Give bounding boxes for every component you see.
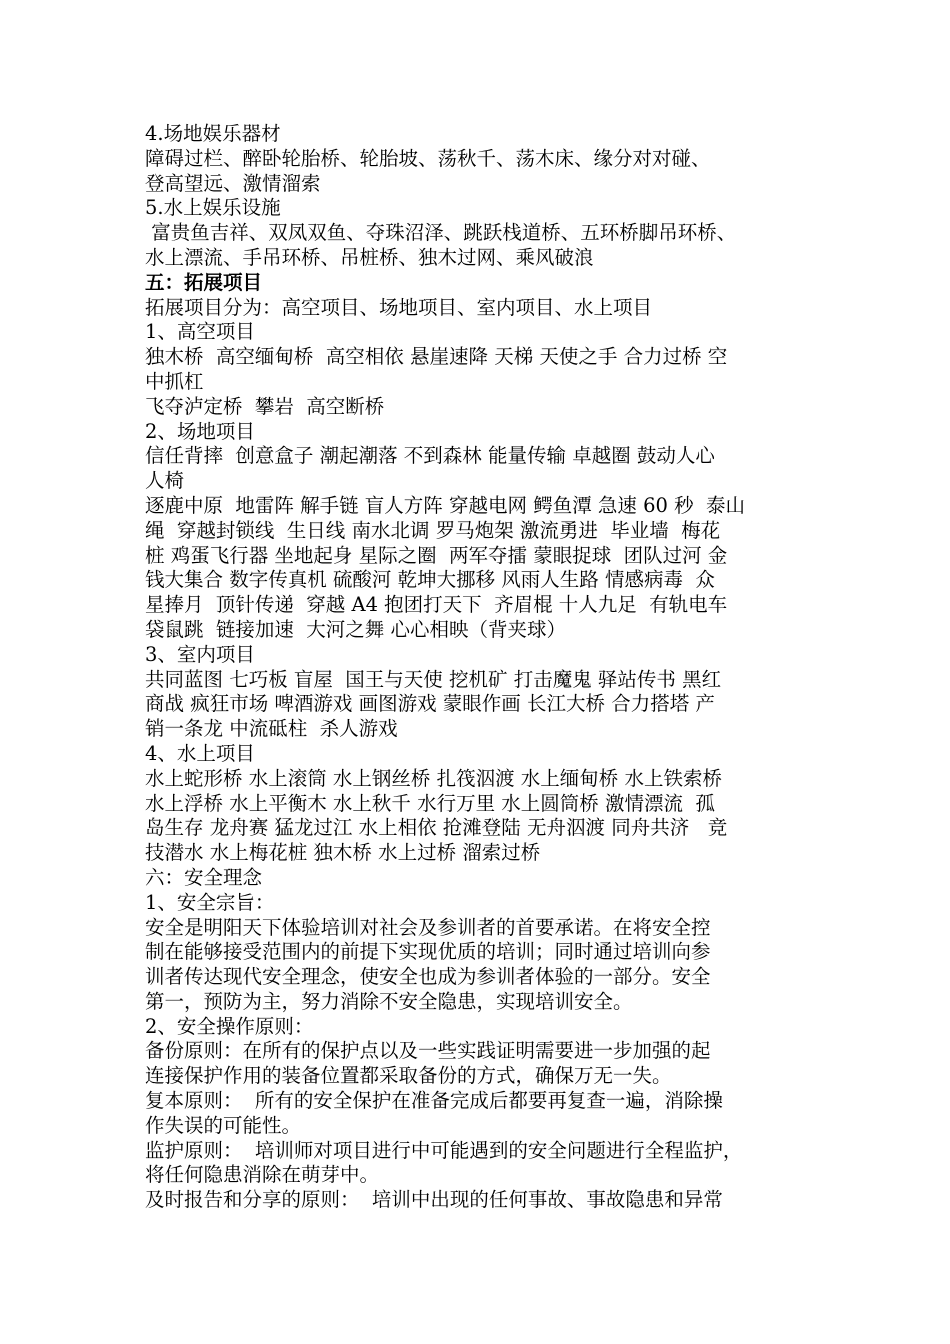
- text-line: 5.水上娱乐设施: [145, 196, 281, 220]
- text-line: 商战 疯狂市场 啤酒游戏 画图游戏 蒙眼作画 长江大桥 合力搭塔 产: [145, 692, 715, 716]
- document-page: [145, 122, 815, 1213]
- text-line: 制在能够接受范围内的前提下实现优质的培训；同时通过培训向参: [145, 940, 711, 964]
- text-line: 富贵鱼吉祥、双凤双鱼、夺珠沼泽、跳跃栈道桥、五环桥脚吊环桥、: [145, 221, 737, 245]
- text-line: 复本原则： 所有的安全保护在准备完成后都要再复查一遍，消除操: [145, 1089, 723, 1113]
- text-line: 将任何隐患消除在萌芽中。: [145, 1163, 380, 1187]
- text-line: 登高望远、激情溜索: [145, 171, 321, 195]
- section-heading: 五：拓展项目: [145, 270, 263, 294]
- text-line: 独木桥 高空缅甸桥 高空相依 悬崖速降 天梯 天使之手 合力过桥 空: [145, 345, 728, 369]
- text-line: 水上漂流、手吊环桥、吊桩桥、独木过网、乘风破浪: [145, 245, 594, 269]
- text-line: 作失误的可能性。: [145, 1113, 302, 1137]
- text-line: 连接保护作用的装备位置都采取备份的方式，确保万无一失。: [145, 1064, 672, 1088]
- text-line: 训者传达现代安全理念，使安全也成为参训者体验的一部分。安全: [145, 965, 711, 989]
- text-line: 共同蓝图 七巧板 盲屋 国王与天使 挖机矿 打击魔鬼 驿站传书 黑红: [145, 667, 722, 691]
- text-line: 第一，预防为主，努力消除不安全隐患，实现培训安全。: [145, 989, 633, 1013]
- text-line: 4.场地娱乐器材: [145, 122, 281, 145]
- text-line: 安全是明阳天下体验培训对社会及参训者的首要承诺。在将安全控: [145, 915, 711, 939]
- text-line: 中抓杠: [145, 369, 204, 393]
- text-line: 2、场地项目: [145, 419, 255, 443]
- text-line: 六：安全理念: [145, 865, 263, 889]
- text-line: 4、水上项目: [145, 741, 255, 765]
- text-line: 2、安全操作原则：: [145, 1014, 314, 1038]
- text-line: 拓展项目分为：高空项目、场地项目、室内项目、水上项目: [145, 295, 653, 319]
- text-line: 3、室内项目: [145, 642, 255, 666]
- text-line: 及时报告和分享的原则： 培训中出现的任何事故、事故隐患和异常: [145, 1188, 723, 1212]
- text-line: 星捧月 顶针传递 穿越 A4 抱团打天下 齐眉棍 十人九足 有轨电车: [145, 593, 728, 617]
- text-line: 逐鹿中原 地雷阵 解手链 盲人方阵 穿越电网 鳄鱼潭 急速 60 秒 泰山: [145, 493, 745, 517]
- text-line: 桩 鸡蛋飞行器 坐地起身 星际之圈 两军夺擂 蒙眼捉球 团队过河 金: [145, 543, 728, 567]
- text-line: 备份原则：在所有的保护点以及一些实践证明需要进一步加强的起: [145, 1039, 711, 1063]
- text-line: 信任背摔 创意盒子 潮起潮落 不到森林 能量传输 卓越圈 鼓动人心: [145, 444, 715, 468]
- text-line: 袋鼠跳 链接加速 大河之舞 心心相映（背夹球）: [145, 617, 566, 641]
- text-line: 飞夺泸定桥 攀岩 高空断桥: [145, 394, 385, 418]
- text-line: 水上浮桥 水上平衡木 水上秋千 水行万里 水上圆筒桥 激情漂流 孤: [145, 791, 715, 815]
- text-line: 人椅: [145, 469, 185, 493]
- text-line: 监护原则： 培训师对项目进行中可能遇到的安全问题进行全程监护，: [145, 1138, 743, 1162]
- text-line: 绳 穿越封锁线 生日线 南水北调 罗马炮架 激流勇进 毕业墙 梅花: [145, 518, 721, 542]
- text-line: 1、安全宗旨：: [145, 890, 275, 914]
- text-line: 钱大集合 数字传真机 硫酸河 乾坤大挪移 风雨人生路 情感病毒 众: [145, 568, 715, 592]
- text-line: 技潜水 水上梅花桩 独木桥 水上过桥 溜索过桥: [145, 841, 541, 865]
- text-line: 岛生存 龙舟赛 猛龙过江 水上相依 抢滩登陆 无舟泅渡 同舟共济 竞: [145, 816, 728, 840]
- text-line: 障碍过栏、醉卧轮胎桥、轮胎坡、荡秋千、荡木床、缘分对对碰、: [145, 146, 711, 170]
- text-line: 销一条龙 中流砥柱 杀人游戏: [145, 717, 398, 741]
- text-line: 水上蛇形桥 水上滚筒 水上钢丝桥 扎筏泅渡 水上缅甸桥 水上铁索桥: [145, 766, 722, 790]
- text-line: 1、高空项目: [145, 320, 255, 344]
